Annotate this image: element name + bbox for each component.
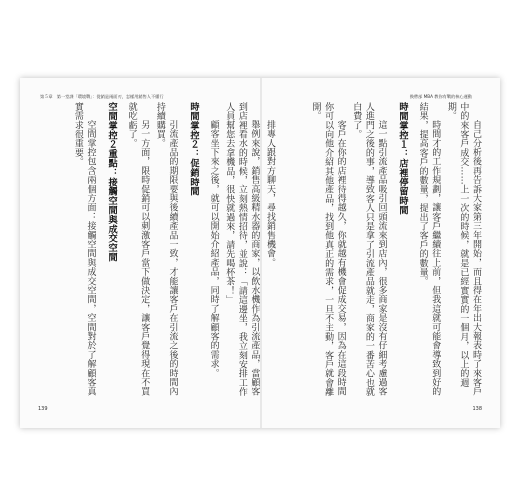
section-heading: 空間掌控２重點：接觸空間與成交空間 bbox=[106, 102, 118, 262]
paragraph: 顧客坐下來之後，就可以開始介紹產品，同時了解顧客的需求。 bbox=[208, 120, 219, 378]
book-spread bbox=[20, 78, 500, 428]
page-number-left: 139 bbox=[38, 406, 48, 412]
paragraph: 客戶在你的店裡待得越久，你就越有機會促成交易，因為在這段時間你可以向他介紹其他產品，找到他真正的需求，一旦不主動，客戶就會離開。 bbox=[310, 102, 346, 397]
paragraph: 這一點引流產品吸引回頭流來到店內，很多商家是沒有仔細考慮過客人進門之後的事，導致客人只是拿了引流產品就走，商家的一番苦心也就白費了。 bbox=[351, 102, 387, 397]
paragraph: 引流產品的期限要與後續產品一致，才能讓客戶在引流之後的時間內持續購買。 bbox=[154, 102, 178, 396]
right-page-text bbox=[282, 102, 482, 402]
paragraph: 時間才的工作規劃，讓客戶繼續往上前，但我這就可能會導致到好的結果，提高客戶的數量，提出了客戶的數量。 bbox=[417, 102, 441, 396]
page-number-right: 138 bbox=[472, 406, 482, 412]
section-heading: 時間掌控１：店裡停留時間 bbox=[397, 102, 409, 215]
running-header-left: 第５章 第一堂課「環境戰」：從銷是兩面刃，怎樣用銷售人不懂行 bbox=[40, 94, 164, 99]
running-header-right: 換帶部 MBA 教你有戰的核心運動 bbox=[409, 94, 472, 99]
section-heading: 時間掌控２：促銷時間 bbox=[188, 102, 200, 196]
paragraph: 舉例來說，銷售高級精水器的商家，以飲水機作為引流產品，當顧客到店裡看水的時候，立刻熱情招待，並說：「請這邊坐，我立刻安排工作人員幫您去拿機品，很快就過來，請先喝杯茶！」 bbox=[224, 102, 260, 397]
paragraph: 另一方面，限時促銷可以刺激客戶當下做決定，讓客戶覺得現在不買就吃虧了。 bbox=[126, 102, 150, 396]
paragraph: 自己分析後再告訴大家第三年開始，而且得在年出大報表時了來客戶中的來客戶成交……上一次的時候，就是已經實實的一個月，以上的週期。 bbox=[445, 102, 481, 396]
paragraph: 空間掌控包含兩個方面：接觸空間與成交空間，空間對於了解顧客真實需求很重要。 bbox=[72, 102, 96, 396]
paragraph: 排專人跟對方聊天，尋找銷售機會。 bbox=[265, 120, 275, 268]
left-page-text bbox=[72, 102, 276, 402]
